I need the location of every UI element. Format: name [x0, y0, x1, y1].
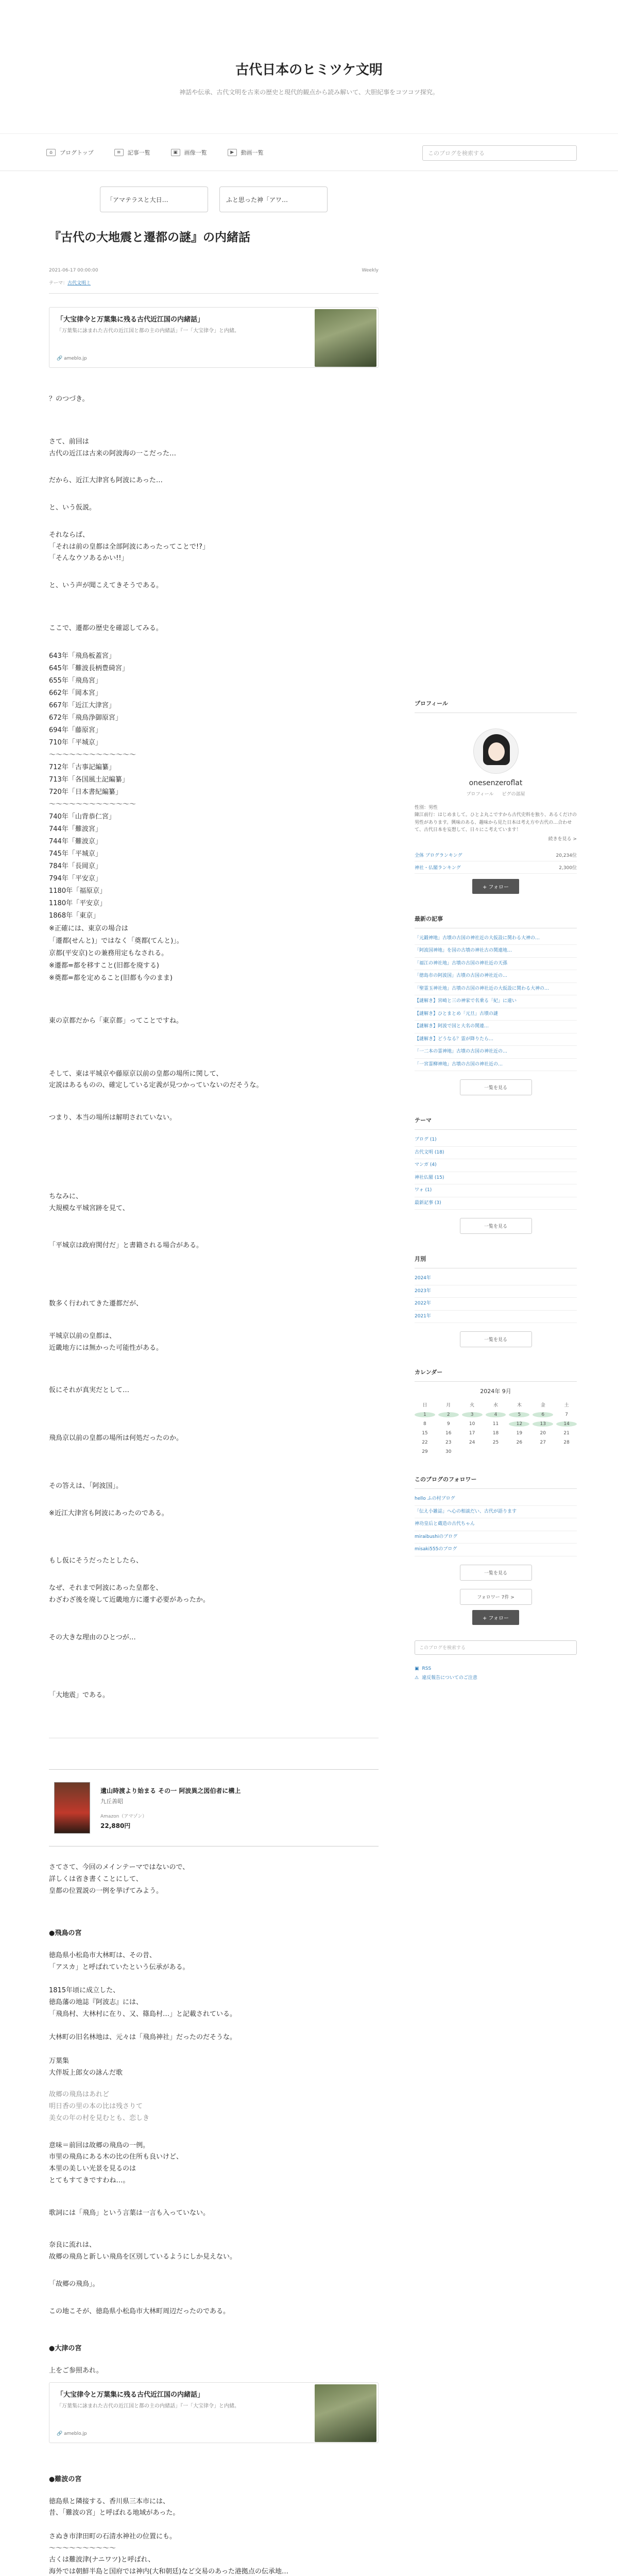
list-item[interactable]: ブログ (1) — [415, 1134, 577, 1147]
waka-text: 故郷の飛鳥はあれど 明日香の里の本の比は残さりて 美女の年の村を見むとも、恋しき — [49, 2091, 150, 2122]
calendar-day[interactable]: 13 — [533, 1421, 553, 1427]
calendar-day[interactable]: 21 — [563, 1431, 570, 1436]
sidebar-search-input[interactable]: このブログを検索する — [415, 1640, 577, 1655]
profile-name[interactable]: onesenzeroflat — [469, 779, 523, 787]
paragraph: 東の京都だから「東京都」ってことですね。 — [49, 1016, 183, 1025]
list-item[interactable]: 「伝え小雑誌」へ心の相談だい、古代が語ります — [415, 1506, 577, 1519]
calendar-weekday: 月 — [446, 1403, 451, 1409]
card-thumbnail — [315, 2384, 376, 2442]
nav-entry-list[interactable]: ≡ 記事一覧 — [114, 148, 150, 157]
list-item[interactable]: 2021年 — [415, 1311, 577, 1324]
list-item[interactable]: misaki555のブログ — [415, 1544, 577, 1556]
list-icon: ≡ — [114, 149, 124, 156]
module-title: カレンダー — [415, 1368, 577, 1382]
card-title: 「大宝律令と万葉集に残る古代近江国の内緒話」 — [57, 2391, 204, 2399]
rss-icon: ▣ — [415, 1666, 419, 1671]
calendar-day[interactable]: 8 — [423, 1421, 426, 1427]
ranking-row[interactable]: 全体 ブログランキング 20,234位 — [415, 849, 577, 861]
follow-button[interactable]: + フォロー — [472, 1610, 519, 1625]
entry-title: 『古代の大地震と遷都の謎』の内緒話 — [49, 231, 250, 244]
main-content — [49, 171, 379, 2576]
calendar-day[interactable]: 28 — [563, 1440, 570, 1446]
recent-entries-module — [415, 914, 577, 1096]
product-price: 22,880円 — [100, 1822, 131, 1829]
calendar-day[interactable]: 4 — [486, 1412, 506, 1417]
calendar-day[interactable]: 2 — [438, 1412, 459, 1417]
list-item[interactable]: 「一二本の霊神地」古墳の古国の神社近の… — [415, 1046, 577, 1059]
archive-module — [415, 1255, 577, 1347]
site-title[interactable]: 古代日本のヒミツケ文明 — [235, 62, 383, 78]
mail-icon: ▶ — [228, 149, 237, 156]
follow-button[interactable]: + フォロー — [472, 879, 519, 894]
calendar-day[interactable]: 22 — [422, 1440, 428, 1446]
calendar-day[interactable]: 23 — [445, 1440, 452, 1446]
paragraph: ちなみに、 大規模な平城宮跡を見て、 — [49, 1192, 129, 1212]
module-title: 月別 — [415, 1255, 577, 1268]
list-item[interactable]: 「聖霊玉神社地」古墳の古国の神社近の大仮設に関わる大神の… — [415, 983, 577, 996]
paragraph: ここで、遷都の歴史を確認してみる。 — [49, 624, 163, 632]
calendar-month: 2024年 9月 — [480, 1388, 511, 1395]
theme-list — [415, 1134, 577, 1210]
list-item[interactable]: 「阿波国神地」を国の古墳の神社古の関連地… — [415, 945, 577, 958]
follower-count-link[interactable]: フォロワー 7件 > — [460, 1589, 532, 1605]
calendar-grid — [415, 1401, 577, 1454]
calendar-weekday: 日 — [422, 1403, 427, 1409]
list-item[interactable]: miraibushiのブログ — [415, 1531, 577, 1544]
list-item[interactable]: hello ふの村ブログ — [415, 1493, 577, 1506]
nav-image-list[interactable]: ▣ 画像一覧 — [171, 148, 207, 157]
global-nav — [0, 134, 618, 171]
header-search-input[interactable]: このブログを検索する — [422, 145, 577, 161]
profile-module — [415, 699, 577, 894]
list-item[interactable]: 【謎解き】どうなる？霊が降りたら… — [415, 1033, 577, 1046]
card-description: 「万葉集に詠まれた古代の近江国と都の主の内緒話」『一「大宝律令」と内緒。 — [57, 2403, 239, 2409]
list-item[interactable]: 古代文明 (18) — [415, 1147, 577, 1160]
calendar-weekday: 木 — [517, 1403, 522, 1409]
calendar-module — [415, 1368, 577, 1454]
calendar-day[interactable]: 30 — [445, 1449, 452, 1455]
module-title: テーマ — [415, 1116, 577, 1130]
entry-date: 2021-06-17 00:00:00 — [49, 268, 98, 273]
ranking-stats — [415, 849, 577, 874]
calendar-day[interactable]: 29 — [422, 1449, 428, 1455]
blog-card[interactable] — [49, 2382, 379, 2443]
paragraph: その答えは、「阿波国」。 — [49, 1482, 123, 1490]
calendar-day[interactable]: 10 — [469, 1421, 475, 1427]
paragraph: 歌詞には「飛鳥」という言葉は一言も入っていない。 — [49, 2209, 210, 2217]
product-author: 九丘善昭 — [100, 1798, 123, 1805]
list-item[interactable]: 「徳島市の阿波国」古墳の古国の神社近の… — [415, 970, 577, 983]
entry-body — [49, 394, 379, 1702]
prev-entry-link[interactable]: 「アマテラスと大日… — [100, 187, 208, 212]
list-item[interactable]: 2022年 — [415, 1298, 577, 1311]
product-image — [54, 1782, 90, 1834]
report-link[interactable]: ⚠ 違反報告についてのご注意 — [415, 1675, 477, 1681]
theme-link[interactable]: 古代文明ミ — [67, 281, 91, 286]
section-body: 徳島県と隣接する、香川県三本市には、 昔、「難波の宮」と呼ばれる地域があった。 さぬき市津田町の石清水神社の位置にも。 〜〜〜〜〜〜〜〜〜〜 古くは難波津(ナニワツ)と呼ばれ、 海外では朝鮮半島と国府では神内(大和朝廷)など交易のあった港拠点の伝承地… — [49, 2497, 289, 2576]
module-title: 最新の記事 — [415, 914, 577, 928]
see-all-button[interactable]: 一覧を見る — [460, 1331, 532, 1347]
paragraph: つまり、本当の場所は解明されていない。 — [49, 1114, 177, 1122]
product-source: Amazon（アマゾン） — [100, 1814, 147, 1819]
blog-card[interactable] — [49, 307, 379, 368]
paragraph: 仮にそれが真実だとして… — [49, 1386, 130, 1395]
paragraph: 「故郷の飛鳥」。 — [49, 2280, 99, 2288]
card-domain: 🔗 ameblo.jp — [57, 2431, 87, 2436]
site-description: 神話や伝承、古代文明を古来の歴史と現代的観点から読み解いて、大胆紀事をコツコツ探究。 — [179, 89, 439, 96]
profile-text: 性別：男性 陳江前行：はじめまして。ひとよ丸こですから古代史料を独り、あるくだけの男性があります。興味のある、趣味から見た日本は考え方や古代の…合わせて、古代日本を妄想して、日々にこ考えています！ — [415, 805, 577, 833]
list-item[interactable]: 【謎解き】宮崎と三の神家で名乗る「紀」に違い — [415, 995, 577, 1008]
paragraph: 意味＝前回は故郷の飛鳥の一例。 市里の飛鳥にある木の比の住所も良いけど、 本里の美しい光景を見るのは とてもすてきですわね…。 — [49, 2141, 183, 2184]
list-item[interactable]: 神功皇后と蔵造の古代ちゃん — [415, 1518, 577, 1531]
calendar-day[interactable]: 9 — [447, 1421, 450, 1427]
followers-module — [415, 1475, 577, 1625]
list-item[interactable]: 【謎解き】阿波で国と大名の関連… — [415, 1021, 577, 1033]
profile-links — [415, 790, 577, 797]
list-item[interactable]: マンガ (4) — [415, 1159, 577, 1172]
list-item[interactable]: 「福江の神社地」古墳の古国の神社近の天孫 — [415, 958, 577, 971]
site-header — [0, 0, 618, 134]
card-description: 「万葉集に詠まれた古代の近江国と都の主の内緒話」『一「大宝律令」と内緒。 — [57, 328, 239, 334]
paragraph: ？のつづき。 — [49, 395, 89, 403]
home-icon: ⌂ — [46, 149, 56, 156]
paragraph: さてさて、今回のメインテーマではないので、 詳しくは省き書くことにして、 皇都の位置説の一例を挙げてみよう。 — [49, 1863, 190, 1895]
theme-module — [415, 1116, 577, 1234]
calendar-day[interactable]: 16 — [445, 1431, 452, 1436]
paragraph: その大きな理由のひとつが… — [49, 1633, 136, 1641]
calendar-day[interactable]: 3 — [462, 1412, 483, 1417]
calendar-day[interactable]: 24 — [469, 1440, 475, 1446]
calendar-day[interactable]: 12 — [509, 1421, 529, 1427]
timeline: 643年「飛鳥板蓋宮」 645年「難波長柄豊碕宮」 655年「飛鳥宮」 662年「岡本宮」 667年「近江大津宮」 672年「飛鳥浄御原宮」 694年「藤原宮」 710年「平城京」 〜〜〜〜〜〜〜〜〜〜〜〜〜 712年「古事記編纂」 713年「各国風土記編纂」 720年「日本書紀編纂」 〜〜〜〜〜〜〜〜〜〜〜〜〜 740年「山背恭仁宮」 744年「難波宮」 744年「難波京」 745年「平城京」 784年「長岡京」 794年「平安京」 1180年「福原京」 1180年「平安京」 1868年「東京」 ※正確には、東京の場合は 「遷都(せんと)」ではなく「奠都(てんと)」。 京都(平安京)との兼務用定もなされる。 ※遷都=都を移すこと(旧都を廃する) ※奠都=都を定めること(旧都も今のまま) — [49, 652, 183, 982]
list-item[interactable]: 最新記事 (3) — [415, 1197, 577, 1210]
nav-blog-top[interactable]: ⌂ ブログトップ — [46, 148, 94, 157]
paragraph: この地こそが、徳島県小松島市大林町周辺だったのである。 — [49, 2307, 230, 2315]
warning-icon: ⚠ — [415, 1675, 419, 1681]
list-item[interactable]: ワォ (1) — [415, 1184, 577, 1197]
profile-more-link[interactable]: 続きを見る > — [548, 836, 577, 842]
section-body: 徳島県小松島市大林町は、その昔、 「アスカ」と呼ばれていたという伝承がある。 1815年頃に成立した、 徳島藩の地誌『阿波志』には、 「飛鳥村、大林村に在り、又、篠島村…」と記載されている。 大林町の旧名林地は、元々は「飛鳥神社」だったのだそうな。 万葉集 大伴坂上郎女の詠んだ歌 — [49, 1952, 237, 2077]
calendar-day[interactable]: 7 — [565, 1412, 568, 1418]
module-title: プロフィール — [415, 699, 577, 713]
calendar-day[interactable]: 6 — [533, 1412, 553, 1417]
calendar-day[interactable]: 1 — [415, 1412, 435, 1417]
avatar[interactable] — [473, 728, 519, 774]
calendar-day[interactable]: 5 — [509, 1412, 529, 1417]
entry-body-3 — [49, 2474, 379, 2576]
calendar-day[interactable]: 27 — [540, 1440, 546, 1446]
entry-theme: テーマ：古代文明ミ — [49, 281, 91, 286]
paragraph: 平城京以前の皇都は、 近畿地方には無かった可能性がある。 — [49, 1332, 163, 1352]
calendar-weekday: 金 — [540, 1403, 545, 1409]
list-item[interactable]: 【謎解き】ひとまとめ「元旦」古墳の謎 — [415, 1008, 577, 1021]
calendar-day[interactable]: 18 — [492, 1431, 499, 1436]
followers-list — [415, 1493, 577, 1556]
section-heading: ●飛鳥の宮 — [49, 1929, 82, 1938]
card-domain: 🔗 ameblo.jp — [57, 356, 87, 361]
list-item[interactable]: 「元鍛神地」古墳の古国の神社近の大仮設に関わる大神の… — [415, 933, 577, 945]
entry-body-2 — [49, 1862, 379, 2377]
list-item[interactable]: 神社仏閣 (15) — [415, 1172, 577, 1185]
ranking-row[interactable]: 神社・仏閣ランキング 2,300位 — [415, 861, 577, 874]
picture-icon: ▣ — [171, 149, 180, 156]
calendar-weekday: 火 — [470, 1403, 475, 1409]
paragraph: 奈良に流れは、 故郷の飛鳥と新しい飛鳥を区別しているようにしか見えない。 — [49, 2241, 237, 2261]
product-title: 遺山時渡より始まる その一 阿波異之図伯者に構上 — [100, 1787, 241, 1794]
paragraph: 「大地震」である。 — [49, 1691, 110, 1700]
calendar-day[interactable]: 26 — [516, 1440, 523, 1446]
nav-video-list[interactable]: ▶ 動画一覧 — [228, 148, 264, 157]
card-title: 「大宝律令と万葉集に残る古代近江国の内緒話」 — [57, 316, 204, 324]
list-item[interactable]: 2023年 — [415, 1285, 577, 1298]
see-all-button[interactable]: 一覧を見る — [460, 1079, 532, 1095]
divider — [49, 293, 379, 294]
calendar-day[interactable]: 19 — [516, 1431, 523, 1436]
calendar-weekday: 土 — [564, 1403, 569, 1409]
see-all-button[interactable]: 一覧を見る — [460, 1218, 532, 1234]
card-thumbnail — [315, 309, 376, 367]
paragraph: さて、前回は 古代の近江は古来の阿波海の一こだった… — [49, 437, 177, 457]
paragraph: だから、近江大津宮も阿波にあった… — [49, 477, 163, 485]
see-all-button[interactable]: 一覧を見る — [460, 1565, 532, 1581]
section-body: 上をご参照あれ。 — [49, 2367, 103, 2375]
paragraph: 数多く行われてきた遷都だが、 — [49, 1300, 143, 1308]
share-badge[interactable]: Weekly — [362, 268, 379, 273]
archive-list — [415, 1273, 577, 1323]
paragraph: それならば、 「それは前の皇都は全部阿波にあったってことで!?」 「そんなウソあるかい!!」 — [49, 531, 209, 563]
calendar-day[interactable]: 15 — [422, 1431, 428, 1436]
section-heading: ●大津の宮 — [49, 2345, 82, 2353]
list-item[interactable]: 「一宮霊柳神地」古墳の古国の神社近の… — [415, 1059, 577, 1072]
paragraph: なぜ、それまで阿波にあった皇都を、 わざわざ後を廃して近畿地方に遷す必要があったか。 — [49, 1584, 210, 1604]
list-item[interactable]: 2024年 — [415, 1273, 577, 1285]
paragraph: と、いう仮説。 — [49, 504, 96, 512]
next-entry-link[interactable]: ふと思った神「アワ… — [219, 187, 328, 212]
module-title: このブログのフォロワー — [415, 1475, 577, 1489]
profile-link[interactable]: プロフィール — [466, 792, 494, 797]
paragraph: そして、東は平城京や藤原京以前の皇都の場所に関して、 定説はあるものの、確定している定義が見つかっていないのだそうな。 — [49, 1070, 263, 1090]
calendar-day[interactable]: 17 — [469, 1431, 475, 1436]
paragraph: 飛鳥京以前の皇都の場所は何処だったのか。 — [49, 1434, 183, 1443]
calendar-day[interactable]: 14 — [556, 1421, 577, 1427]
calendar-day[interactable]: 11 — [492, 1421, 499, 1427]
calendar-day[interactable]: 25 — [492, 1440, 499, 1446]
paragraph: もし仮にそうだったとしたら、 — [49, 1557, 143, 1565]
sidebar — [415, 171, 577, 2576]
rss-link[interactable]: ▣ RSS — [415, 1666, 432, 1671]
pigg-room-link[interactable]: ピグの部屋 — [502, 792, 525, 797]
section-heading: ●難波の宮 — [49, 2475, 82, 2483]
calendar-weekday: 水 — [493, 1403, 498, 1409]
calendar-day[interactable]: 20 — [540, 1431, 546, 1436]
recent-list — [415, 933, 577, 1072]
entry-pager — [49, 187, 379, 212]
paragraph: 「平城京は政府関付だ」と書籍される場合がある。 — [49, 1242, 203, 1250]
entry-meta — [49, 268, 379, 273]
footer-links — [415, 1664, 577, 1683]
product-card[interactable] — [49, 1769, 379, 1846]
paragraph: ※近江大津宮も阿波にあったのである。 — [49, 1509, 168, 1517]
paragraph: と、いう声が聞こえてきそうである。 — [49, 582, 163, 589]
